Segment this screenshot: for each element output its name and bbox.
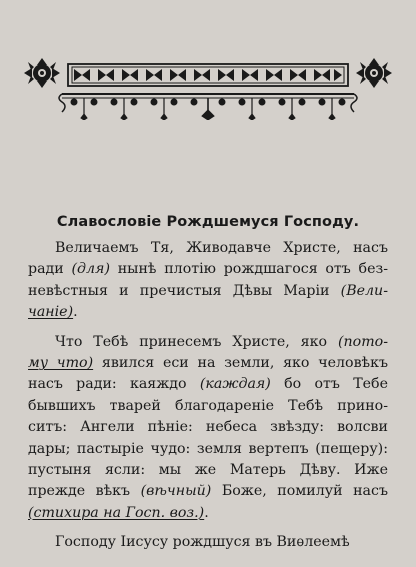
text-segment: насъ ради: каяждо bbox=[28, 376, 200, 393]
text-segment: Что Тебѣ принесемъ Христе, яко bbox=[55, 333, 338, 350]
text-line bbox=[28, 374, 388, 395]
italic-gloss: му что) bbox=[28, 354, 94, 371]
text-segment: прежде вѣкъ bbox=[28, 483, 141, 500]
text-segment: Боже, помилуй насъ bbox=[211, 483, 388, 500]
text-line bbox=[28, 460, 388, 481]
paragraph bbox=[28, 238, 388, 324]
left-flower-ornament bbox=[24, 58, 60, 88]
text-line bbox=[28, 481, 388, 502]
text-segment: явился еси на земли, яко человѣкъ bbox=[93, 354, 388, 371]
italic-gloss: (Вели- bbox=[340, 282, 388, 299]
italic-gloss: чаніе) bbox=[28, 304, 74, 321]
italic-gloss: (для) bbox=[71, 261, 110, 278]
text-line bbox=[28, 238, 388, 259]
ornamental-headpiece bbox=[22, 58, 394, 120]
text-segment: пустыня ясли: мы же Матерь Дѣву. Иже bbox=[28, 461, 388, 478]
text-segment: ради bbox=[28, 261, 72, 278]
text-line bbox=[28, 332, 388, 353]
body-text bbox=[28, 238, 388, 553]
text-segment: Господу Іисусу рождшуся въ Виѳлеемѣ bbox=[55, 534, 350, 551]
text-segment: дары; пастыріе чудо: земля вертепъ (пещеру): bbox=[28, 440, 388, 457]
italic-gloss: (пото- bbox=[337, 333, 388, 350]
text-line bbox=[28, 396, 388, 417]
section-title: Славословіе Рождшемуся Господу. bbox=[56, 214, 360, 230]
text-segment: нынѣ плотію рождшагося отъ без- bbox=[109, 261, 389, 278]
ornamental-band bbox=[68, 64, 348, 86]
text-segment: бо отъ Тебе bbox=[270, 376, 388, 393]
italic-gloss: (каждая) bbox=[199, 376, 271, 393]
text-line bbox=[28, 503, 388, 524]
right-flower-ornament bbox=[356, 58, 392, 88]
text-segment: . bbox=[204, 504, 209, 521]
paragraph bbox=[28, 332, 388, 525]
text-segment: . bbox=[73, 304, 78, 321]
text-line bbox=[28, 417, 388, 438]
lower-border-ornament bbox=[59, 94, 357, 120]
text-line bbox=[28, 439, 388, 460]
italic-gloss: (вѣчный) bbox=[140, 483, 212, 500]
text-line bbox=[28, 302, 388, 323]
italic-gloss: (стихира на Госп. воз.) bbox=[28, 504, 205, 521]
text-line bbox=[28, 532, 388, 553]
text-line bbox=[28, 259, 388, 280]
text-segment: Величаемъ Тя, Живодавче Христе, насъ bbox=[55, 240, 388, 256]
text-line bbox=[28, 281, 388, 302]
text-segment: невѣстныя и пречистыя Дѣвы Маріи bbox=[28, 282, 341, 299]
text-line bbox=[28, 353, 388, 374]
paragraph bbox=[28, 532, 388, 553]
text-segment: ситъ: Ангели пѣніе: небеса звѣзду: волсви bbox=[28, 419, 388, 436]
text-segment: бывшихъ тварей благодареніе Тебѣ прино- bbox=[28, 397, 388, 414]
